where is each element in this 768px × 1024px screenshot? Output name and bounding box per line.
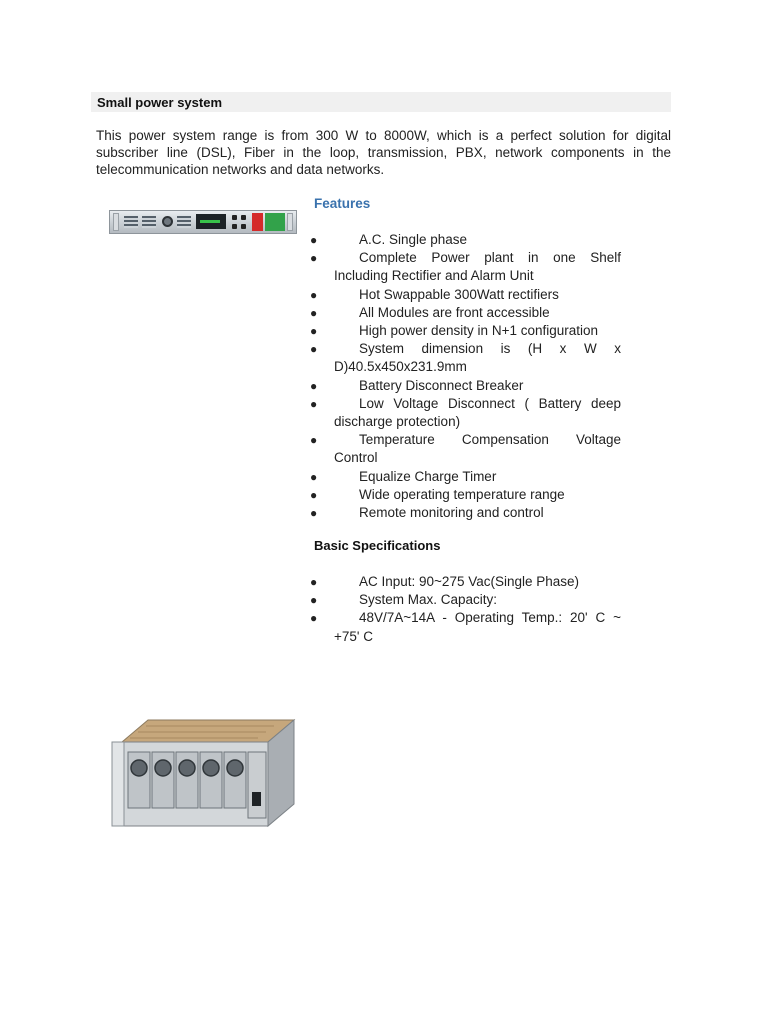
- bullet-icon: ●: [310, 342, 318, 357]
- panel-button: [232, 215, 237, 220]
- red-module: [252, 213, 263, 231]
- vent-grille: [124, 216, 138, 228]
- list-item: ● System Max. Capacity:: [310, 591, 621, 609]
- bullet-icon: ●: [310, 575, 318, 589]
- front-panel-image: [109, 210, 297, 234]
- bullet-icon: ●: [310, 251, 318, 266]
- features-list: [310, 231, 621, 522]
- bullet-icon: ●: [310, 287, 318, 302]
- list-item: ● High power density in N+1 configuration: [310, 322, 621, 340]
- bullet-icon: ●: [310, 378, 318, 393]
- panel-button: [232, 224, 237, 229]
- green-module: [265, 213, 285, 231]
- rack-ear: [287, 213, 293, 231]
- bullet-icon: ●: [310, 487, 318, 502]
- features-heading: Features: [314, 196, 371, 211]
- bullet-icon: ●: [310, 433, 318, 448]
- specifications-list: [310, 573, 621, 646]
- rectifier-shelf-image: [108, 718, 296, 830]
- vent-grille: [177, 216, 191, 228]
- list-item: ● AC Input: 90~275 Vac(Single Phase): [310, 573, 621, 591]
- vent-grille: [142, 216, 156, 228]
- list-item: ● Remote monitoring and control: [310, 504, 621, 522]
- list-item: ● Complete Power plant in one Shelf Including Rectifier and Alarm Unit: [310, 250, 621, 284]
- bullet-icon: ●: [310, 593, 318, 608]
- bullet-icon: ●: [310, 396, 318, 411]
- panel-button: [241, 215, 246, 220]
- lcd-display: [196, 214, 226, 229]
- panel-button: [241, 224, 246, 229]
- list-item: ● Low Voltage Disconnect ( Battery deep discharge protection): [310, 395, 621, 430]
- bullet-icon: ●: [310, 324, 318, 339]
- bullet-icon: ●: [310, 506, 318, 521]
- intro-paragraph: This power system range is from 300 W to 8000W, which is a perfect solution for digital subscriber line (DSL), Fiber in the loop, transmission, PBX, network components in the telecommunication networks and data networks.: [96, 128, 671, 177]
- rack-ear: [113, 213, 119, 231]
- page-title: Small power system: [97, 95, 222, 110]
- bullet-icon: ●: [310, 305, 318, 320]
- list-item: ● A.C. Single phase: [310, 231, 621, 249]
- list-item: ● Wide operating temperature range: [310, 486, 621, 504]
- bullet-icon: ●: [310, 611, 318, 626]
- list-item: ● System dimension is (H x W x D)40.5x450x231.9mm: [310, 341, 621, 375]
- list-item: ● 48V/7A~14A - Operating Temp.: 20' C ~ +75' C: [310, 610, 621, 644]
- list-item: ● Equalize Charge Timer: [310, 468, 621, 486]
- list-item: ● Battery Disconnect Breaker: [310, 377, 621, 395]
- list-item: ● Temperature Compensation Voltage Control: [310, 432, 621, 466]
- bullet-icon: ●: [310, 233, 318, 247]
- knob: [162, 216, 173, 227]
- specifications-heading: Basic Specifications: [314, 538, 441, 553]
- list-item: ● Hot Swappable 300Watt rectifiers: [310, 286, 621, 304]
- list-item: ● All Modules are front accessible: [310, 304, 621, 322]
- bullet-icon: ●: [310, 469, 318, 484]
